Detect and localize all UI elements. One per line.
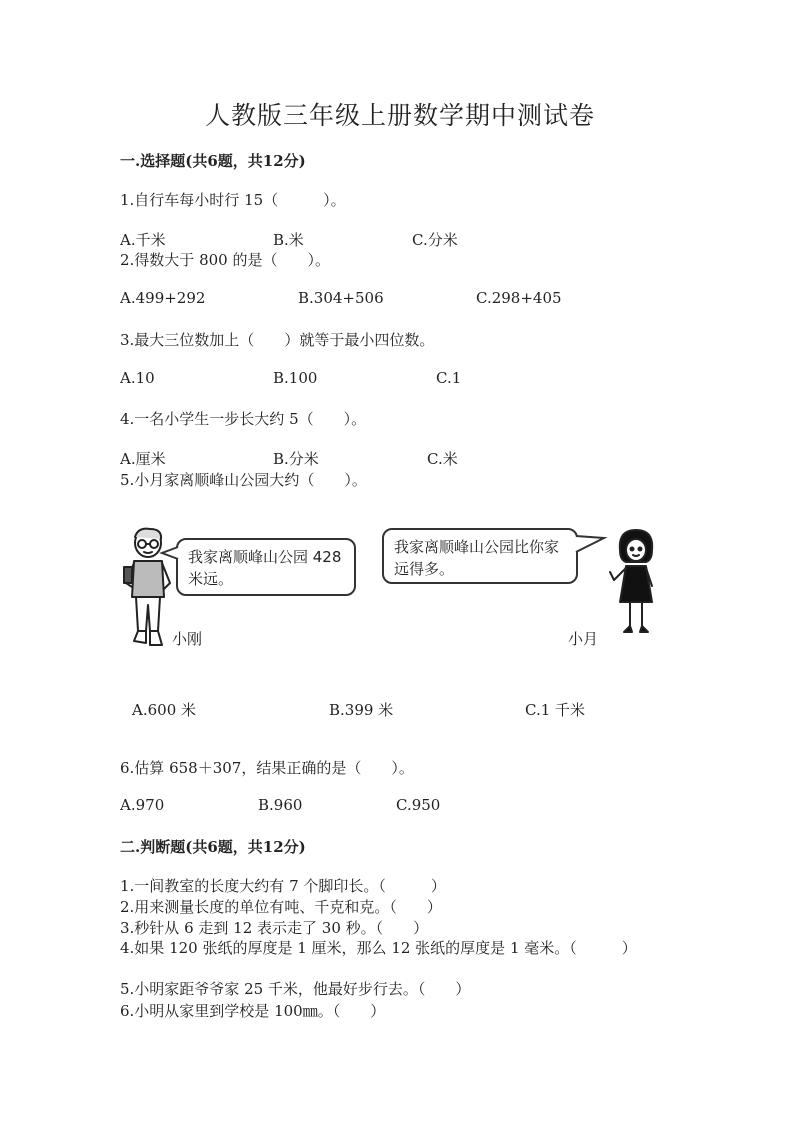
right-bubble-tail [574, 534, 606, 554]
option-6c: C.950 [396, 796, 441, 814]
question-6: 6.估算 658＋307，结果正确的是（ ）。 [120, 759, 414, 777]
left-speech-text: 我家离顺峰山公园 428 米远。 [188, 548, 342, 588]
option-1b: B.米 [273, 231, 304, 249]
option-4a: A.厘米 [120, 450, 166, 468]
question-5: 5.小月家离顺峰山公园大约（ ）。 [120, 471, 367, 489]
judgment-5: 5.小明家距爷爷家 25 千米，他最好步行去。（ ） [120, 980, 471, 998]
option-3a: A.10 [120, 369, 155, 387]
section-heading-judgment: 二.判断题(共6题，共12分) [120, 838, 306, 856]
judgment-4: 4.如果 120 张纸的厚度是 1 厘米，那么 12 张纸的厚度是 1 毫米。（ ） [120, 939, 637, 957]
right-speech-text: 我家离顺峰山公园比你家远得多。 [394, 538, 560, 578]
option-3b: B.100 [273, 369, 318, 387]
option-4b: B.分米 [273, 450, 319, 468]
right-character-name: 小月 [568, 630, 599, 648]
option-2a: A.499+292 [120, 289, 206, 307]
option-3c: C.1 [436, 369, 462, 387]
option-2c: C.298+405 [476, 289, 562, 307]
question-4: 4.一名小学生一步长大约 5（ ）。 [120, 410, 367, 428]
judgment-1: 1.一间教室的长度大约有 7 个脚印长。（ ） [120, 877, 446, 895]
left-bubble-tail [160, 545, 180, 561]
judgment-6: 6.小明从家里到学校是 100㎜。（ ） [120, 1002, 386, 1020]
judgment-2: 2.用来测量长度的单位有吨、千克和克。（ ） [120, 898, 442, 916]
girl-illustration [606, 528, 662, 640]
option-1a: A.千米 [120, 231, 166, 249]
page-title: 人教版三年级上册数学期中测试卷 [204, 101, 595, 130]
left-character-name: 小刚 [172, 630, 203, 648]
question-1: 1.自行车每小时行 15（ ）。 [120, 191, 346, 209]
option-6a: A.970 [120, 796, 165, 814]
question-2: 2.得数大于 800 的是（ ）。 [120, 251, 330, 269]
right-speech-bubble [382, 528, 578, 584]
section-heading-choice: 一.选择题(共6题，共12分) [120, 152, 306, 170]
option-5a: A.600 米 [132, 701, 196, 719]
option-1c: C.分米 [412, 231, 458, 249]
option-2b: B.304+506 [298, 289, 384, 307]
option-5c: C.1 千米 [525, 701, 586, 719]
judgment-3: 3.秒针从 6 走到 12 表示走了 30 秒。（ ） [120, 919, 429, 937]
option-6b: B.960 [258, 796, 303, 814]
question-3: 3.最大三位数加上（ ）就等于最小四位数。 [120, 331, 435, 349]
option-4c: C.米 [427, 450, 458, 468]
option-5b: B.399 米 [329, 701, 394, 719]
left-speech-bubble [176, 538, 356, 596]
